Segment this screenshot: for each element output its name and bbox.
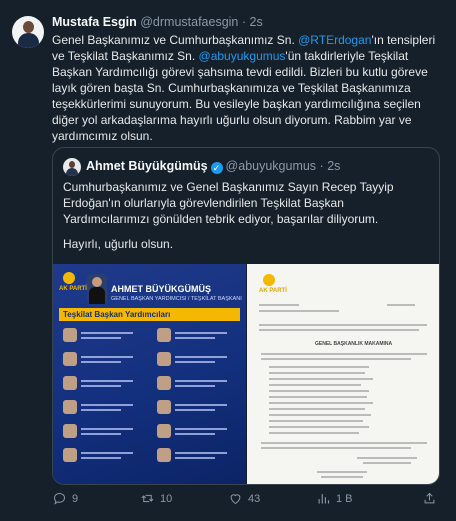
analytics-icon [316,491,331,506]
share-icon [422,491,437,506]
author-name[interactable]: Mustafa Esgin [52,15,137,29]
banner-label: Teşkilat Başkan Yardımcıları [63,310,171,319]
quote-image-document[interactable] [247,264,439,484]
party-name: AK PARTİ [59,286,87,292]
like-count: 43 [248,492,261,505]
party-name: AK PARTİ [259,288,287,294]
leader-title: GENEL BAŞKAN YARDIMCISI / TEŞKİLAT BAŞKANI [111,296,242,302]
tweet-actions [52,491,444,509]
view-count: 1 B [336,492,353,505]
party-logo-icon [63,272,75,284]
retweet-icon [140,491,155,506]
mention-link[interactable]: @RTErdogan [298,33,372,47]
party-logo-icon [263,274,275,286]
like-button[interactable] [228,491,260,506]
quoted-tweet[interactable] [52,147,440,485]
author-avatar[interactable] [12,16,44,48]
tweet-header: Mustafa Esgin @drmustafaesgin · 2s [52,15,263,29]
retweet-count: 10 [160,492,173,505]
banner [59,308,240,321]
author-handle[interactable]: @drmustafaesgin [140,15,239,29]
tweet-text [52,32,444,144]
tweet-time[interactable]: 2s [249,15,263,29]
reply-button[interactable] [52,491,78,506]
quote-header: Ahmet Büyükgümüş ✓ @abuyukgumus · 2s [86,159,341,173]
retweet-button[interactable] [140,491,172,506]
reply-count: 9 [72,492,79,505]
tweet-text-part: 'ün takdirleriyle Teşkilat Başkan Yardımcılığı görevi şahsıma tevdi edildi. Bizleri bu kutlu göreve layık gören başta Sn. Cumhurbaşkanımıza ve Teşkilat Başkanımıza teşekkürlerimi sunuyorum. Bu vesileyle başkan yardımcılığına seçilen diğer yol arkadaşlarıma hayırlı uğurlu olsun diyorum. Rabbim yar ve yardımcımız olsun. [52,49,428,143]
tweet-text-part: Genel Başkanımız ve Cumhurbaşkanımız Sn. [52,33,299,47]
mention-link[interactable]: @abuyukgumus [198,49,286,63]
quote-author-name[interactable]: Ahmet Büyükgümüş [86,159,208,173]
tweet-text-part: 'ın tensipleri ve Teşkilat Başkanımız Sn. [52,33,436,63]
quote-text-line2: Hayırlı, uğurlu olsun. [63,237,174,251]
quote-author-handle[interactable]: @abuyukgumus [225,159,317,173]
document-title: GENEL BAŞKANLIK MAKAMINA [315,341,393,347]
share-button[interactable] [422,491,437,506]
views-button[interactable] [316,491,353,506]
leader-name: AHMET BÜYÜKGÜMÜŞ [111,284,211,294]
quote-text: Cumhurbaşkanımız ve Genel Başkanımız Sayın Recep Tayyip Erdoğan'ın olurlarıyla görevlendirilen Teşkilat Başkan Yardımcılarımızı gönülden tebrik ediyor, başarılar diliyorum. [63,180,394,226]
quote-author-avatar[interactable] [63,158,81,176]
quote-time[interactable]: 2s [327,159,341,173]
quote-image-appointments[interactable] [53,264,246,484]
heart-icon [228,491,243,506]
verified-badge-icon: ✓ [211,162,223,174]
portrait-photo [87,274,107,304]
reply-icon [52,491,67,506]
